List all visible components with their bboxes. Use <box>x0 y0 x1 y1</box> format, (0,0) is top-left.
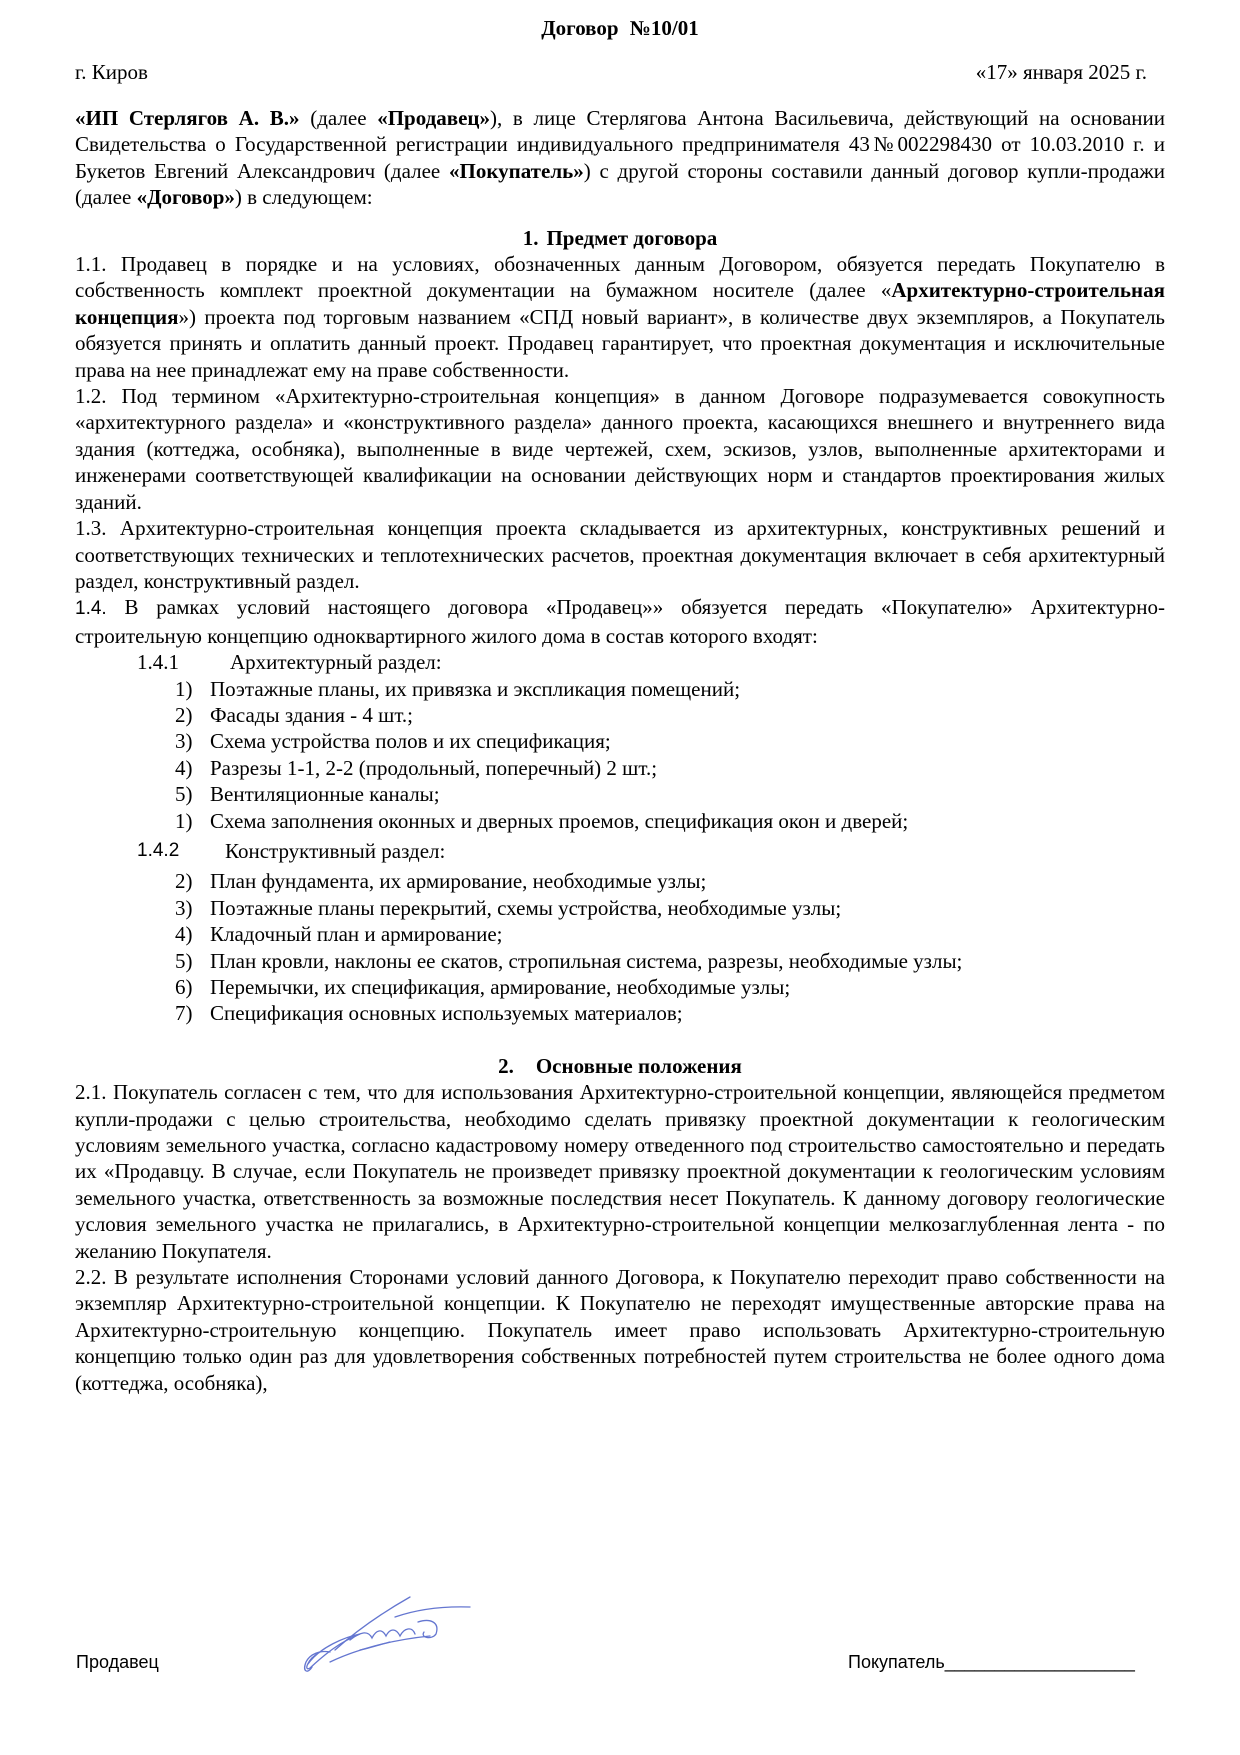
list-item <box>175 676 1165 702</box>
seller-alias: «Продавец» <box>377 106 490 130</box>
list-item <box>175 808 1165 834</box>
seller-signature-label: Продавец <box>76 1652 159 1672</box>
place-date-line <box>75 58 1147 86</box>
item-number: 5) <box>175 948 193 973</box>
item-number: 4) <box>175 922 193 947</box>
list-item <box>175 974 1165 1000</box>
item-number: 3) <box>175 895 193 920</box>
preamble-text: ) в следующем: <box>234 185 373 210</box>
seller-name: «ИП Стерлягов А. В.» <box>75 106 300 130</box>
item-number: 5) <box>175 782 193 807</box>
clause-1-1 <box>75 251 1165 383</box>
subsection-number: 1.4.2 <box>137 839 180 861</box>
contract-body <box>75 105 1165 1396</box>
clause-text: В рамках условий настоящего договора «Продавец»» обязуется передать «Покупателю» Архитектурно-строительную концепцию одноквартирного жилого дома в состав которого входят: <box>75 595 1165 648</box>
item-number: 2) <box>175 702 193 727</box>
section-title: Основные положения <box>535 1053 742 1078</box>
clause-2-2: 2.2. В результате исполнения Сторонами условий данного Договора, к Покупателю переходит право собственности на экземпляр Архитектурно-строительной концепции. К Покупателю не переходят имущественные авторские права на Архитектурно-строительную концепцию. Покупатель имеет право использовать Архитектурно-строительную концепцию только один раз для удовлетворения собственных потребностей путем строительства не более одного дома (коттеджа, особняка), <box>75 1265 1165 1395</box>
clause-1-4 <box>75 594 1165 649</box>
section-2-heading <box>75 1053 1165 1079</box>
preamble-text: ), в лице Стерлягова Антона Васильевича, действующий на основании Свидетельства о Государственной регистрации индивидуального предпринимателя 43№002298430 от 10.03.2010 г. и Букетов Евгений Александрович (далее <box>75 106 1165 183</box>
item-text: Поэтажные планы, их привязка и экспликация помещений; <box>210 676 741 701</box>
clause-2-1: 2.1. Покупатель согласен с тем, что для использования Архитектурно-строительной концепции, являющейся предметом купли-продажи с целью строительства, необходимо сделать привязку проектной документации к геологическим условиям земельного участка, согласно кадастровому номеру отведенного под строительство самостоятельно и передать их «Продавцу. В случае, если Покупатель не произведет привязку проектной документации к геологическим условиям земельного участка, ответственность за возможные последствия несет Покупатель. К данному договору геологические условия земельного участка не прилагались, в Архитектурно-строительной концепции мелкозаглубленная лента - по желанию Покупателя. <box>75 1080 1165 1263</box>
subsection-label: Архитектурный раздел: <box>230 650 442 675</box>
item-text: План фундамента, их армирование, необходимые узлы; <box>210 869 707 894</box>
subsection-label: Конструктивный раздел: <box>225 838 446 863</box>
city: г. Киров <box>75 60 148 84</box>
section-number: 2. <box>498 1053 514 1078</box>
item-text: Спецификация основных используемых материалов; <box>210 1001 683 1026</box>
item-text: Поэтажные планы перекрытий, схемы устройства, необходимые узлы; <box>210 895 842 920</box>
preamble <box>75 105 1165 211</box>
contract-date: «17» января 2025 г. <box>975 60 1147 84</box>
list-item <box>175 702 1165 728</box>
clause-number: 1.4. <box>75 598 107 620</box>
buyer-alias: «Покупатель» <box>448 158 584 183</box>
item-number: 4) <box>175 755 193 780</box>
section-title: Предмет договора <box>546 225 718 250</box>
item-text: Схема устройства полов и их спецификация; <box>210 729 611 754</box>
list-item <box>175 895 1165 921</box>
list-item <box>175 948 1165 974</box>
list-item <box>175 1000 1165 1026</box>
clause-1-3: 1.3. Архитектурно-строительная концепция проекта складывается из архитектурных, конструктивных решений и соответствующих технических и теплотехнических расчетов, проектная документация включает в себя архитектурный раздел, конструктивный раздел. <box>75 516 1165 593</box>
structural-items-list <box>75 868 1165 1026</box>
subsection-number: 1.4.1 <box>137 650 179 675</box>
item-text: План кровли, наклоны ее скатов, стропильная система, разрезы, необходимые узлы; <box>210 948 963 973</box>
item-text: Фасады здания - 4 шт.; <box>210 702 414 727</box>
preamble-text: ) с другой стороны составили данный договор купли-продажи (далее <box>75 158 1166 210</box>
item-text: Перемычки, их спецификация, армирование, необходимые узлы; <box>210 975 791 999</box>
item-number: 3) <box>175 729 193 754</box>
item-number: 6) <box>175 975 193 999</box>
item-number: 1) <box>175 808 193 833</box>
list-item <box>175 781 1165 807</box>
buyer-signature-field: Покупатель___________________ <box>848 1652 1135 1672</box>
item-text: Вентиляционные каналы; <box>210 782 440 807</box>
subsection-1-4-1 <box>137 649 1165 675</box>
list-item <box>175 728 1165 754</box>
item-number: 1) <box>175 676 193 701</box>
item-number: 7) <box>175 1001 193 1026</box>
spacer <box>75 1027 1165 1053</box>
defined-term: Архитектурно-строительная концепция <box>75 278 1165 329</box>
preamble-text: (далее <box>299 106 378 130</box>
subsection-1-4-2 <box>137 838 1165 864</box>
clause-text: 1.1. Продавец в порядке и на условиях, обозначенных данным Договором, обязуется передать Покупателю в собственность комплект проектной документации на бумажном носителе (далее « <box>75 252 1165 303</box>
item-text: Кладочный план и армирование; <box>210 922 503 947</box>
list-item <box>175 868 1165 894</box>
list-item <box>175 755 1165 781</box>
item-text: Разрезы 1-1, 2-2 (продольный, поперечный) 2 шт.; <box>210 755 658 780</box>
clause-1-2: 1.2. Под термином «Архитектурно-строительная концепция» в данном Договоре подразумевается совокупность «архитектурного раздела» и «конструктивного раздела» данного проекта, касающихся внешнего и внутреннего вида здания (коттеджа, особняка), выполненные в виде чертежей, схем, эскизов, узлов, выполненные архитекторами и инженерами соответствующей квалификации на основании действующих норм и стандартов проектирования жилых зданий. <box>75 384 1165 514</box>
list-item <box>175 921 1165 947</box>
signature-row <box>0 1650 1240 1690</box>
item-text: Схема заполнения оконных и дверных проемов, спецификация окон и дверей; <box>210 808 909 833</box>
architectural-items-list <box>75 676 1165 834</box>
contract-alias: «Договор» <box>136 185 235 210</box>
clause-text: ») проекта под торговым названием «СПД новый вариант», в количестве двух экземпляров, а Покупатель обязуется принять и оплатить данный проект. Продавец гарантирует, что проектная документация и исключительные права на нее принадлежат ему на праве собственности. <box>75 304 1165 382</box>
section-1-heading <box>75 225 1165 251</box>
section-number: 1. <box>522 225 539 250</box>
contract-title: Договор №10/01 <box>541 16 699 40</box>
item-number: 2) <box>175 869 193 894</box>
